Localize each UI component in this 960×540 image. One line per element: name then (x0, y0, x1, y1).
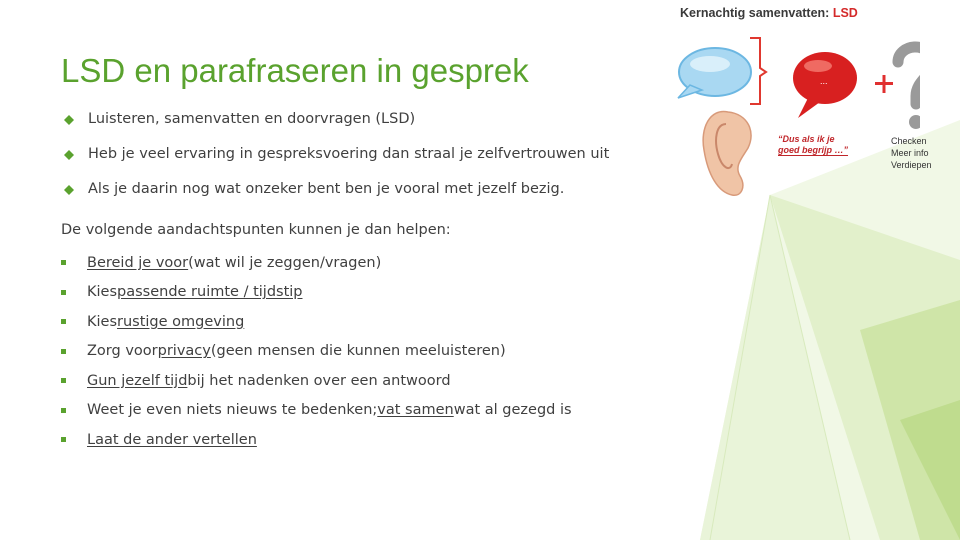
check-item: Checken (891, 136, 927, 146)
list-item: Gun jezelf tijd bij het nadenken over een antwoord (61, 366, 572, 396)
list-item (64, 172, 609, 207)
list-item: Bereid je voor (wat wil je zeggen/vragen) (61, 248, 572, 278)
blue-speech-bubble-icon (678, 48, 751, 98)
plus-icon (875, 75, 893, 93)
diamond-bullet-icon (64, 185, 74, 195)
quote-text: “Dus als ik je goed begrijp …” (778, 134, 849, 155)
square-bullet-icon (61, 378, 66, 383)
page-title: LSD en parafraseren in gesprek (61, 52, 529, 89)
square-bullet-icon (61, 349, 66, 354)
ear-icon (703, 111, 751, 195)
intro-text: De volgende aandachtspunten kunnen je dan helpen: (61, 222, 451, 238)
diamond-bullet-icon (64, 150, 74, 160)
list-item (64, 137, 609, 172)
list-item: Kies rustige omgeving (61, 307, 572, 337)
checks-list (891, 135, 932, 171)
speech-dots: ... (820, 76, 828, 86)
square-bullet-icon (61, 408, 66, 413)
main-bullet-list (64, 102, 609, 207)
square-bullet-icon (61, 437, 66, 442)
list-item: Kies passende ruimte / tijdstip (61, 278, 572, 308)
square-bullet-icon (61, 290, 66, 295)
tips-list (61, 248, 572, 455)
check-item: Verdiepen (891, 160, 932, 170)
bullet-text: Luisteren, samenvatten en doorvragen (LSD) (88, 111, 416, 127)
check-item: Meer info (891, 148, 929, 158)
square-bullet-icon (61, 260, 66, 265)
square-bullet-icon (61, 319, 66, 324)
bullet-text: Als je daarin nog wat onzeker bent ben je vooral met jezelf bezig. (88, 181, 565, 197)
question-mark-icon (898, 47, 920, 129)
list-item: Weet je even niets nieuws te bedenken; vat samen wat al gezegd is (61, 396, 572, 426)
bracket-icon (750, 38, 766, 104)
list-item (64, 102, 609, 137)
diamond-bullet-icon (64, 115, 74, 125)
illustration-graphics (670, 0, 920, 200)
illustration-title: Kernachtig samenvatten: LSD (680, 6, 858, 20)
list-item: Zorg voor privacy (geen mensen die kunnen meeluisteren) (61, 337, 572, 367)
list-item: Laat de ander vertellen (61, 425, 572, 455)
lsd-illustration (670, 0, 932, 200)
bullet-text: Heb je veel ervaring in gespreksvoering dan straal je zelfvertrouwen uit (88, 146, 610, 162)
